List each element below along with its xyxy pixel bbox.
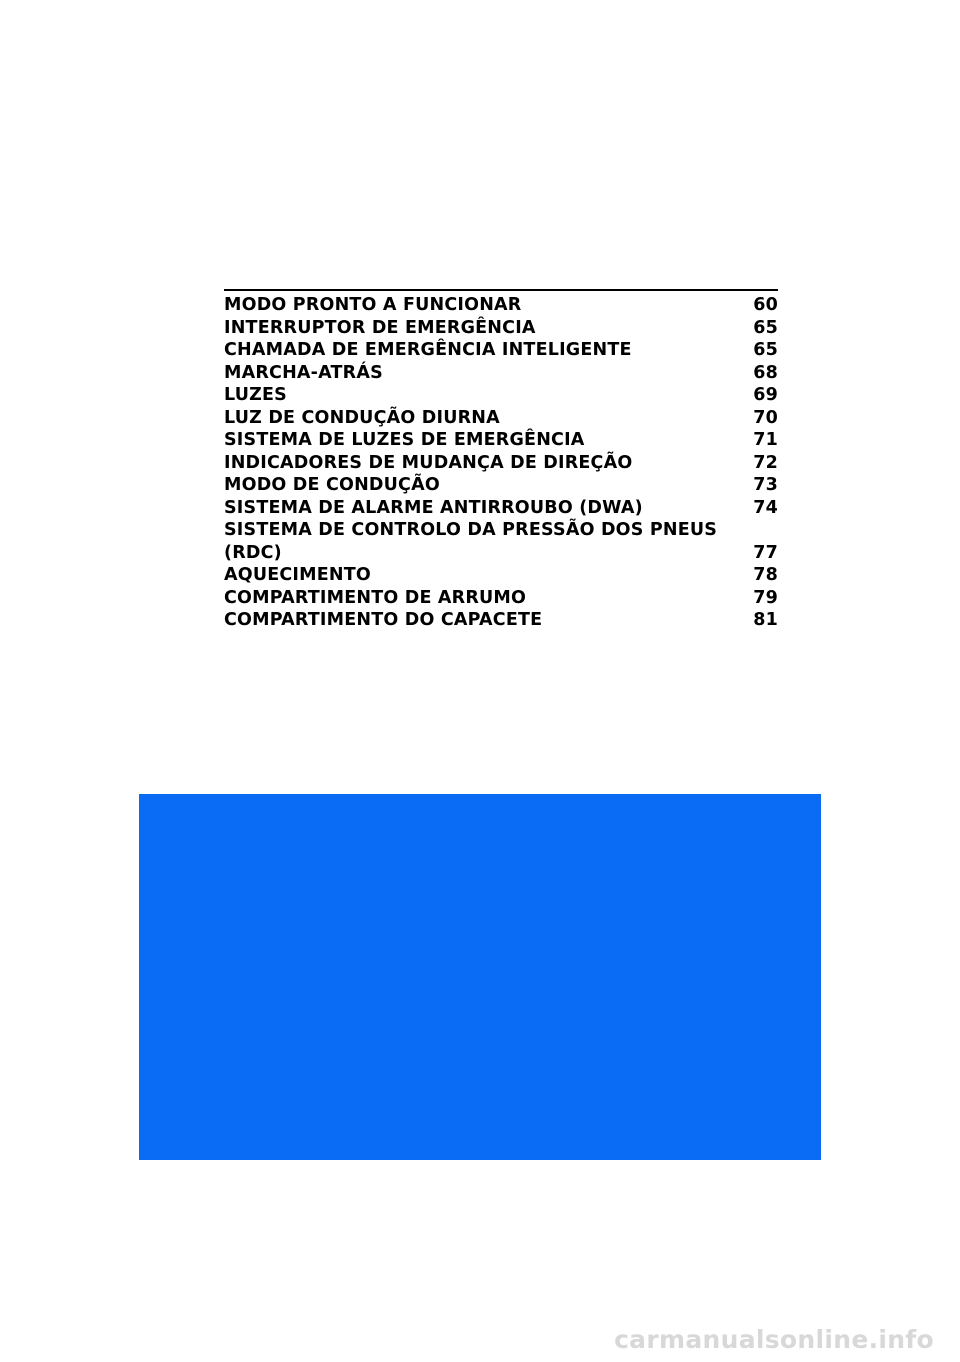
toc-entry-title-line: (RDC) [224,542,282,563]
toc-entry-luz-conducao-diurna[interactable] [224,407,778,430]
toc-entry-interruptor-emergencia[interactable] [224,317,778,340]
toc-entry-title: SISTEMA DE ALARME ANTIRROUBO (DWA) [224,497,643,518]
toc-entry-luzes-emergencia[interactable] [224,429,778,452]
toc-entry-page: 77 [753,542,778,563]
toc-entry-title: CHAMADA DE EMERGÊNCIA INTELIGENTE [224,340,632,360]
toc-entry-page: 71 [753,430,778,450]
toc-entry-alarme-antirroubo[interactable] [224,497,778,520]
toc-entry-compartimento-capacete[interactable] [224,609,778,632]
toc-entry-title: AQUECIMENTO [224,565,371,585]
toc-entry-title: MODO PRONTO A FUNCIONAR [224,295,522,315]
toc-entry-compartimento-arrumo[interactable] [224,587,778,610]
toc-entry-title-line: SISTEMA DE CONTROLO DA PRESSÃO DOS PNEUS [224,520,718,540]
toc-entry-aquecimento[interactable] [224,564,778,587]
toc-entry-title: SISTEMA DE LUZES DE EMERGÊNCIA [224,430,585,450]
blue-chapter-panel [139,794,821,1160]
toc-entry-page: 73 [753,475,778,495]
toc-entry-page: 65 [753,317,778,338]
toc-entry-indicadores-direcao[interactable] [224,452,778,475]
toc-entry-title [224,519,717,564]
toc-entry-title: INDICADORES DE MUDANÇA DE DIREÇÃO [224,452,633,473]
toc-entry-modo-conducao[interactable] [224,474,778,497]
toc-entry-page: 74 [753,497,778,518]
toc-entry-title: LUZ DE CONDUÇÃO DIURNA [224,407,500,428]
toc-entry-page: 81 [753,610,778,630]
toc-entry-page: 78 [753,565,778,585]
toc-entry-page: 68 [753,362,778,383]
toc-entry-title: INTERRUPTOR DE EMERGÊNCIA [224,317,536,338]
toc-entry-page: 60 [753,295,778,315]
toc-entry-title: MARCHA-ATRÁS [224,362,383,383]
toc-entry-modo-pronto[interactable] [224,294,778,317]
toc-entry-chamada-emergencia[interactable] [224,339,778,362]
toc-entry-page: 79 [753,587,778,608]
table-of-contents [224,289,778,632]
toc-entry-page: 70 [753,407,778,428]
toc-entry-page: 72 [753,452,778,473]
toc-entry-pressao-pneus[interactable] [224,519,778,564]
toc-entry-title: MODO DE CONDUÇÃO [224,475,440,495]
toc-entry-title: LUZES [224,385,287,405]
toc-entry-luzes[interactable] [224,384,778,407]
toc-entry-title: COMPARTIMENTO DE ARRUMO [224,587,527,608]
watermark-text: carmanualsonline.info [614,1325,934,1354]
toc-entry-marcha-atras[interactable] [224,362,778,385]
toc-entry-page: 69 [753,385,778,405]
toc-entry-title: COMPARTIMENTO DO CAPACETE [224,610,543,630]
toc-entry-page: 65 [753,340,778,360]
